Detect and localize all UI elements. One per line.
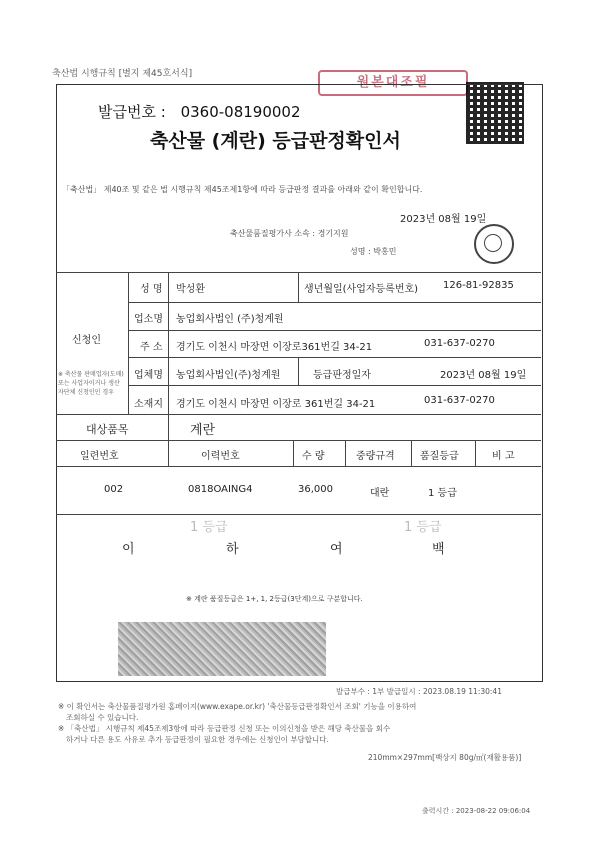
row-grade: 1 등급 (428, 488, 457, 499)
location-tel: 031-637-0270 (424, 395, 495, 406)
issue-value: 0360-08190002 (180, 103, 301, 121)
filler-word-3: 여 (330, 542, 343, 557)
location-value: 경기도 이천시 마장면 이장로 361번길 34-21 (176, 399, 376, 410)
intro-text: 「축산법」 제40조 및 같은 법 시행규칙 제45조제1항에 따라 등급판정 결과를 아래와 같이 확인합니다. (62, 185, 423, 194)
name-value: 박성환 (176, 284, 205, 295)
note-line-3: ※ 「축산법」 시행규칙 제45조제3항에 따라 등급판정 신청 또는 이의신청을 받은 해당 축산물을 회수 (58, 724, 391, 733)
applicant-section-label: 신청인 (72, 335, 101, 346)
side-note: ※ 축산물 판매업자(도매) 또는 사업자이거나 생산자단체 신청인인 경우 (58, 371, 124, 396)
target-value: 계란 (190, 423, 216, 438)
issue-label: 발급번호 : (98, 103, 166, 121)
issue-date: 2023년 08월 19일 (400, 214, 487, 225)
address-label: 주 소 (140, 342, 163, 353)
judge-date-label: 등급판정일자 (313, 370, 371, 381)
issue-number (98, 101, 301, 122)
category-value: 농업회사법인(주)청계원 (176, 370, 281, 381)
redacted-barcode (118, 622, 326, 676)
certificate-frame (56, 84, 543, 682)
grade-note: ※ 계란 품질등급은 1+, 1, 2등급(3단계)으로 구분합니다. (186, 595, 363, 603)
category-label: 업체명 (134, 370, 163, 381)
target-label: 대상품목 (86, 423, 129, 436)
col-note: 비 고 (492, 451, 515, 462)
issuer-name: 성명 : 박홍민 (350, 247, 397, 256)
judge-date-value: 2023년 08월 19일 (440, 370, 527, 381)
row-trace: 0818OAING4 (188, 484, 253, 495)
note-line-2: 조회하실 수 있습니다. (66, 713, 139, 722)
address-tel: 031-637-0270 (424, 338, 495, 349)
row-qty: 36,000 (298, 484, 333, 495)
official-seal-icon (474, 224, 514, 264)
print-time: 출력시간 : 2023-08-22 09:06:04 (422, 807, 531, 815)
row-serial: 002 (104, 484, 124, 495)
company-value: 농업회사법인 (주)청계원 (176, 314, 284, 325)
note-line-1: ※ 이 확인서는 축산물품질평가원 홈페이지(www.exape.or.kr) '축산물등급판정확인서 조회' 기능을 이용하여 (58, 702, 417, 711)
col-grade: 품질등급 (420, 451, 459, 462)
filler-word-4: 백 (432, 542, 445, 557)
birth-value: 126-81-92835 (443, 280, 514, 291)
filler-word-2: 하 (226, 542, 239, 557)
col-trace: 이력번호 (201, 451, 240, 462)
birth-label: 생년월일(사업자등록번호) (304, 284, 419, 295)
form-number: 축산법 시행규칙 [별지 제45호서식] (52, 69, 193, 79)
address-value: 경기도 이천시 마장면 이장로361번길 34-21 (176, 342, 373, 353)
name-label: 성 명 (140, 284, 163, 295)
issuer-org: 축산물품질평가사 소속 : 경기지원 (230, 229, 349, 238)
col-qty: 수 량 (302, 451, 325, 462)
location-label: 소재지 (134, 399, 163, 410)
col-serial: 일련번호 (80, 451, 119, 462)
ghost-grade-1: 1 등급 (190, 520, 228, 535)
row-weight: 대란 (370, 488, 390, 499)
filler-word-1: 이 (122, 542, 135, 557)
company-label: 업소명 (134, 314, 163, 325)
issued-info: 발급부수 : 1부 발급일시 : 2023.08.19 11:30:41 (336, 687, 502, 696)
verified-stamp: 원본대조필 (318, 70, 468, 96)
document-title: 축산물 (계란) 등급판정확인서 (150, 130, 401, 152)
col-weight: 중량규격 (356, 451, 395, 462)
note-line-4: 하거나 다른 용도 사유로 추가 등급판정이 필요한 경우에는 신청인이 부담합니다. (66, 735, 329, 744)
ghost-grade-2: 1 등급 (404, 520, 442, 535)
paper-spec: 210mm×297mm[백상지 80g/㎡(재활용품)] (368, 753, 522, 762)
